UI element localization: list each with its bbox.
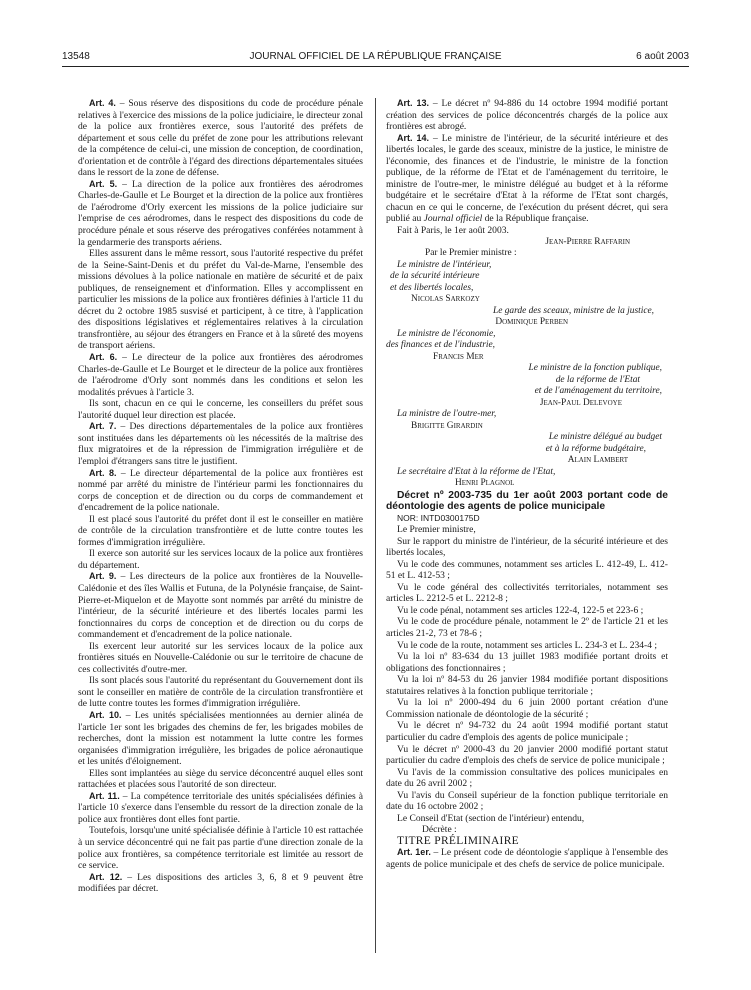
decree-visa: Vu l'avis de la commission consultative des polices municipales en date du 26 avril 2002 ; bbox=[386, 766, 668, 790]
signatory-keeper-seals-title: Le garde des sceaux, ministre de la justice, bbox=[493, 305, 654, 316]
article-8-paragraph: Il exerce son autorité sur les services locaux de la police aux frontières du département. bbox=[78, 548, 363, 571]
signatory-minister-interior-title: Le ministre de l'intérieur, de la sécurité intérieure et des libertés locales, bbox=[390, 259, 492, 293]
article-9: Art. 9. – Les directeurs de la police aux frontières de la Nouvelle-Calédonie et des îles Wallis et Futuna, de la Polynésie française, de Saint-Pierre-et-Miquelon et de Mayotte sont nommés par arrêté du ministre de l'intérieur, de la sécurité intérieure et des libertés locales parmi les fonctionnaires du corps de conception et de direction ou du corps de commandement et d'encadrement de la police nationale. bbox=[78, 571, 363, 641]
journal-title: JOURNAL OFFICIEL DE LA RÉPUBLIQUE FRANÇAISE bbox=[249, 51, 502, 62]
issue-date: 6 août 2003 bbox=[636, 51, 689, 62]
right-column bbox=[386, 98, 668, 871]
section-title: TITRE PRÉLIMINAIRE bbox=[397, 834, 519, 847]
article-5-paragraph: Elles assurent dans le même ressort, sous l'autorité respective du préfet de la Seine-Saint-Denis et du préfet du Val-de-Marne, l'ensemble des missions dévolues à la police nationale en matière de sécurité et de paix publiques, de renseignement et d'information. Elles y accomplissent en particulier les missions de la police aux frontières définies à l'article 11 du décret du 2 octobre 1985 susvisé et participent, à ce titre, à l'application des dispositions législatives et réglementaires relatives à la circulation transfrontière, au séjour des étrangers en France et à la sûreté des moyens de transport aériens. bbox=[78, 248, 363, 352]
decree-visa: Vu le code des communes, notamment ses articles L. 412-49, L. 412-51 et L. 412-53 ; bbox=[386, 558, 668, 582]
article-8: Art. 8. – Le directeur départemental de la police aux frontières est nommé par arrêté du ministre de l'intérieur parmi les fonctionnaires du corps de conception et de direction ou du corps de commandement et d'encadrement de la police nationale. bbox=[78, 467, 363, 514]
article-13: Art. 13. – Le décret nº 94-886 du 14 octobre 1994 modifié portant création des services de police déconcentrés chargés de la police aux frontières est abrogé. bbox=[386, 98, 668, 133]
decree-preamble-line: Le Premier ministre, bbox=[397, 524, 476, 536]
article-5: Art. 5. – La direction de la police aux frontières des aérodromes Charles-de-Gaulle et Le Bourget et la direction de la police aux frontières de l'aérodrome d'Orly exercent les missions de la police judiciaire sur l'emprise de ces aérodromes, dans le respect des dispositions du code de procédure pénale et sous réserve des prérogatives conférées notamment à la gendarmerie des transports aériens. bbox=[78, 178, 363, 248]
decree-visa: Vu le code général des collectivités territoriales, notamment ses articles L. 2212-5 et L. 2212-8 ; bbox=[386, 581, 668, 605]
column-divider bbox=[375, 98, 376, 953]
article-11: Art. 11. – La compétence territoriale des unités spécialisées définies à l'article 10 s'exerce dans l'ensemble du ressort de la direction zonale de la police aux frontières dont elles font partie. bbox=[78, 790, 364, 825]
signatory-minister-economy-name: Francis Mer bbox=[433, 351, 484, 362]
article-6: Art. 6. – Le directeur de la police aux frontières des aérodromes Charles-de-Gaulle et Le Bourget et le directeur de la police aux frontières de l'aérodrome d'Orly sont nommés dans les conditions et selon les modalités prévues à l'article 3. bbox=[78, 352, 364, 398]
signatory-by-prime-minister: Par le Premier ministre : bbox=[425, 248, 517, 259]
signatory-minister-interior-name: Nicolas Sarkozy bbox=[411, 294, 480, 305]
decree-visa: Vu le code de la route, notamment ses articles L. 234-3 et L. 234-4 ; bbox=[397, 639, 658, 651]
article-11-paragraph: Toutefois, lorsqu'une unité spécialisée définie à l'article 10 est rattachée à un service déconcentré qui ne fait pas partie d'une direction zonale de la police aux frontières, sa compétence territoriale est limitée au ressort de ce service. bbox=[78, 825, 363, 872]
signatory-prime-minister: Jean-Pierre Raffarin bbox=[545, 236, 630, 247]
decree-title: Décret nº 2003-735 du 1er août 2003 portant code de déontologie des agents de police municipale bbox=[386, 489, 668, 513]
left-column bbox=[78, 98, 363, 895]
signatory-minister-economy-title: Le ministre de l'économie, des finances et de l'industrie, bbox=[386, 328, 496, 351]
decree-decrete: Décrète : bbox=[422, 824, 457, 836]
decree-visa: Vu le code de procédure pénale, notamment le 2º de l'article 21 et les articles 21-2, 73 et 78-6 ; bbox=[386, 616, 668, 640]
signatory-minister-budget-name: Alain Lambert bbox=[567, 455, 628, 466]
article-1: Art. 1er. – Le présent code de déontologie s'applique à l'ensemble des agents de police municipale et des chefs de service de police municipale. bbox=[386, 847, 668, 870]
signatory-minister-overseas-name: Brigitte Girardin bbox=[411, 420, 483, 431]
decree-visa: Vu le décret nº 2000-43 du 20 janvier 2000 modifié portant statut particulier du cadre d'emplois des chefs de service de police municipale ; bbox=[386, 743, 668, 767]
decree-visa: Vu la loi nº 83-634 du 13 juillet 1983 modifiée portant droits et obligations des fonctionnaires ; bbox=[386, 651, 668, 674]
header-rule bbox=[62, 66, 689, 67]
decree-visa: Le Conseil d'Etat (section de l'intérieur) entendu, bbox=[397, 812, 585, 824]
article-10: Art. 10. – Les unités spécialisées mentionnées au dernier alinéa de l'article 1er sont les brigades des chemins de fer, les brigades mobiles de recherches, dont la mission est notamment la lutte contre les formes organisées d'immigration irrégulière, les brigades de police aéronautique et les unités d'éloignement. bbox=[78, 709, 363, 768]
article-9-paragraph: Ils sont placés sous l'autorité du représentant du Gouvernement dont ils sont le conseiller en matière de contrôle de la circulation transfrontière et de lutte contre toutes les formes d'immigration irrégulière. bbox=[78, 675, 363, 710]
decree-visa: Vu la loi nº 2000-494 du 6 juin 2000 portant création d'une Commission nationale de déontologie de la sécurité ; bbox=[386, 697, 668, 720]
article-6-paragraph: Ils sont, chacun en ce qui le concerne, les conseillers du préfet sous l'autorité duquel leur direction est placée. bbox=[78, 398, 363, 421]
article-4: Art. 4. – Sous réserve des dispositions du code de procédure pénale relatives à l'exercice des missions de la police judiciaire, le directeur zonal de la police aux frontières exerce, sous l'autorité des préfets de département et sous celle du préfet de zone pour les attributions relevant de la compétence de celui-ci, une mission de conception, de coordination, d'orientation et de contrôle à l'égard des directions départementales situées dans le ressort de la zone de défense. bbox=[78, 98, 363, 179]
nor-reference: NOR: INTD0300175D bbox=[397, 512, 480, 523]
article-9-paragraph: Ils exercent leur autorité sur les services locaux de la police aux frontières situés en Nouvelle-Calédonie ou sur le territoire de chacune de ces collectivités d'outre-mer. bbox=[78, 640, 363, 675]
decree-visa: Vu la loi nº 84-53 du 26 janvier 1984 modifiée portant dispositions statutaires relatives à la fonction publique territoriale ; bbox=[386, 674, 668, 697]
signatory-minister-public-service-title: Le ministre de la fonction publique, de la réforme de l'Etat et de l'aménagement du territoire, bbox=[528, 363, 662, 397]
decree-visa: Vu l'avis du Conseil supérieur de la fonction publique territoriale en date du 16 octobre 2002 ; bbox=[386, 789, 668, 813]
decree-visa: Vu le décret nº 94-732 du 24 août 1994 modifié portant statut particulier du cadre d'emplois des agents de police municipale ; bbox=[386, 720, 668, 743]
article-14: Art. 14. – Le ministre de l'intérieur, de la sécurité intérieure et des libertés locales, le garde des sceaux, ministre de la justice, le ministre de l'économie, des finances et de l'industrie, le ministre de la fonction publique, de la réforme de l'Etat et de l'aménagement du territoire, le ministre de l'outre-mer, le ministre délégué au budget et à la réforme budgétaire et le secrétaire d'Etat à la réforme de l'Etat sont chargés, chacun en ce qui le concerne, de l'exécution du présent décret, qui sera publié au Journal officiel de la République française. bbox=[386, 132, 668, 225]
signature-date: Fait à Paris, le 1er août 2003. bbox=[397, 225, 509, 237]
article-12: Art. 12. – Les dispositions des articles 3, 6, 8 et 9 peuvent être modifiées par décret. bbox=[78, 871, 363, 895]
signatory-secretary-state-title: Le secrétaire d'Etat à la réforme de l'Etat, bbox=[397, 466, 556, 477]
page-number: 13548 bbox=[62, 51, 90, 62]
signatory-minister-public-service-name: Jean-Paul Delevoye bbox=[539, 397, 622, 408]
page-header bbox=[62, 51, 689, 65]
signatory-secretary-state-name: Henri Plagnol bbox=[455, 478, 515, 489]
signatory-minister-overseas-title: La ministre de l'outre-mer, bbox=[397, 409, 497, 420]
signatory-keeper-seals-name: Dominique Perben bbox=[495, 317, 568, 328]
decree-visa: Vu le code pénal, notamment ses articles 122-4, 122-5 et 223-6 ; bbox=[397, 604, 644, 616]
signatory-minister-budget-title: Le ministre délégué au budget et à la réforme budgétaire, bbox=[545, 432, 662, 454]
article-10-paragraph: Elles sont implantées au siège du service déconcentré auquel elles sont rattachées et placées sous l'autorité de son directeur. bbox=[78, 767, 363, 791]
article-8-paragraph: Il est placé sous l'autorité du préfet dont il est le conseiller en matière de contrôle de la circulation transfrontière et de lutte contre toutes les formes d'immigration irrégulière. bbox=[78, 513, 363, 548]
article-7: Art. 7. – Des directions départementales de la police aux frontières sont instituées dans les départements où les nécessités de la maîtrise des flux migratoires et de la répression de l'immigration irrégulière et de l'emploi d'étrangers sans titre le justifient. bbox=[78, 421, 363, 467]
decree-preamble-line: Sur le rapport du ministre de l'intérieur, de la sécurité intérieure et des libertés locales, bbox=[386, 535, 668, 559]
